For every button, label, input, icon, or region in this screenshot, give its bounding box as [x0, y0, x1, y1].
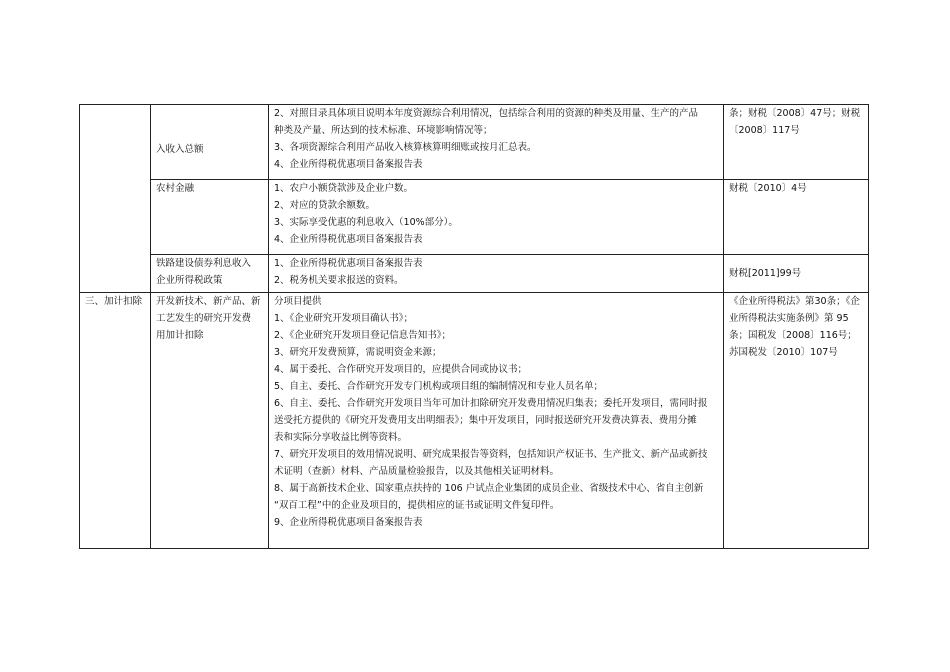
materials-cell: 2、对照目录具体项目说明本年度资源综合利用情况，包括综合利用的资源的种类及用量、生产的产品 种类及产量、所达到的技术标准、环境影响情况等； 3、各项资源综合利用产品收入核算核算明细账或按月汇总表。 4、企业所得税优惠项目备案报告表	[269, 105, 724, 180]
category-cell: 三、加计扣除	[80, 293, 151, 549]
item-cell: 农村金融	[151, 180, 269, 255]
table-row	[80, 255, 869, 293]
item-cell: 开发新技术、新产品、新 工艺发生的研究开发费 用加计扣除	[151, 293, 269, 549]
materials-cell: 分项目提供 1、《企业研究开发项目确认书》； 2、《企业研究开发项目登记信息告知书》； 3、研究开发费预算，需说明资金来源； 4、属于委托、合作研究开发项目的，应提供合同或协议书； 5、自主、委托、合作研究开发专门机构或项目组的编制情况和专业人员名单； 6、自主、委托、合作研究开发项目当年可加计扣除研究开发费用情况归集表；委托开发项目，需同时报 送受托方提供的《研究开发费用支出明细表》；集中开发项目，同时报送研究开发费决算表、费用分摊 表和实际分享收益比例等资料。 7、研究开发项目的效用情况说明、研究成果报告等资料，包括知识产权证书、生产批文、新产品或新技 术证明（查新）材料、产品质量检验报告，以及其他相关证明材料。 8、属于高新技术企业、国家重点扶持的 106 户试点企业集团的成员企业、省级技术中心、省自主创新 “双百工程”中的企业及项目的，提供相应的证书或证明文件复印件。 9、企业所得税优惠项目备案报告表	[269, 293, 724, 549]
table-row	[80, 293, 869, 549]
category-cell	[80, 105, 151, 293]
policy-table	[79, 104, 869, 549]
table-row	[80, 105, 869, 180]
item-cell: 入收入总额	[151, 105, 269, 180]
materials-cell: 1、农户小额贷款涉及企业户数。 2、对应的贷款余额数。 3、实际享受优惠的利息收入（10%部分）。 4、企业所得税优惠项目备案报告表	[269, 180, 724, 255]
table-row	[80, 180, 869, 255]
basis-cell: 财税〔2010〕4号	[724, 180, 869, 255]
basis-cell: 条；财税〔2008〕47号；财税 〔2008〕117号	[724, 105, 869, 180]
materials-cell: 1、企业所得税优惠项目备案报告表 2、税务机关要求报送的资料。	[269, 255, 724, 293]
item-cell: 铁路建设债券利息收入 企业所得税政策	[151, 255, 269, 293]
basis-cell: 《企业所得税法》第30条；《企 业所得税法实施条例》第 95 条；国税发〔2008〕116号； 苏国税发〔2010〕107号	[724, 293, 869, 549]
basis-cell: 财税[2011]99号	[724, 255, 869, 293]
